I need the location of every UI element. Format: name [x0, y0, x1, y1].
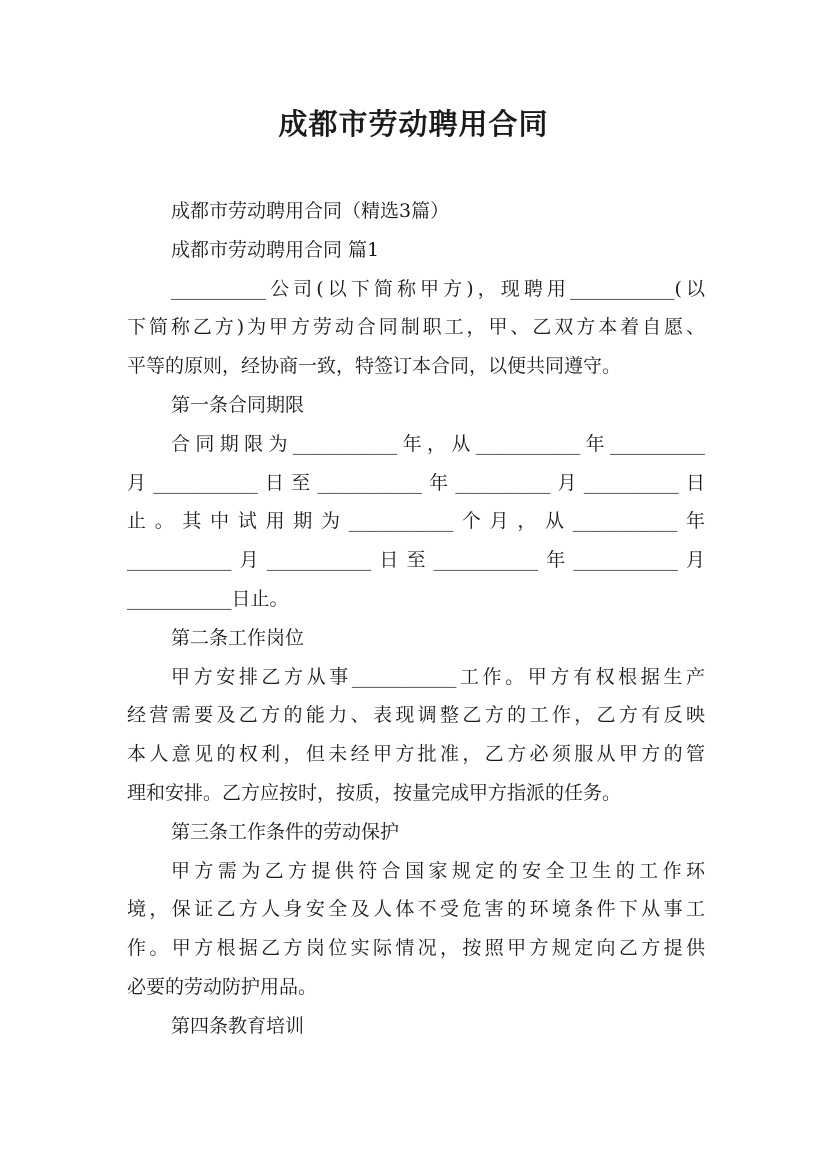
paragraph-line: __________公司(以下简称甲方)，现聘用___________(以 [171, 277, 705, 300]
paragraph-line: ___________日止。 [127, 587, 289, 610]
section-heading: 第二条工作岗位 [171, 626, 305, 649]
paragraph-line: 合同期限为___________年，从___________年__________ [171, 432, 705, 455]
paragraph-line: 经营需要及乙方的能力、表现调整乙方的工作，乙方有反映 [127, 704, 705, 727]
article-part-heading: 成都市劳动聘用合同 篇1 [171, 238, 380, 261]
paragraph-line: 月___________日至___________年__________月__________日 [127, 471, 705, 494]
paragraph-line: 平等的原则，经协商一致，特签订本合同，以便共同遵守。 [127, 355, 622, 378]
section-heading: 第三条工作条件的劳动保护 [171, 820, 400, 843]
paragraph-line: 下简称乙方)为甲方劳动合同制职工，甲、乙双方本着自愿、 [127, 316, 705, 339]
section-heading: 第四条教育培训 [171, 1014, 305, 1037]
paragraph-line: 作。甲方根据乙方岗位实际情况，按照甲方规定向乙方提供 [127, 937, 705, 960]
paragraph-line: 境，保证乙方人身安全及人体不受危害的环境条件下从事工 [127, 898, 705, 921]
section-heading: 第一条合同期限 [171, 393, 305, 416]
paragraph-line: 理和安排。乙方应按时，按质，按量完成甲方指派的任务。 [127, 781, 622, 804]
paragraph-line: ___________月___________日至___________年___________月 [127, 549, 705, 572]
paragraph-line: 本人意见的权利，但未经甲方批准，乙方必须服从甲方的管 [127, 743, 705, 766]
document-title: 成都市劳动聘用合同 [278, 107, 549, 141]
document-body [127, 192, 705, 1046]
paragraph-line: 甲方安排乙方从事___________工作。甲方有权根据生产 [171, 665, 705, 688]
selection-heading: 成都市劳动聘用合同（精选3篇） [171, 200, 450, 222]
paragraph-line: 止。其中试用期为___________个月，从___________年 [127, 510, 705, 533]
paragraph-line: 必要的劳动防护用品。 [127, 975, 318, 998]
paragraph-line: 甲方需为乙方提供符合国家规定的安全卫生的工作环 [171, 859, 705, 882]
